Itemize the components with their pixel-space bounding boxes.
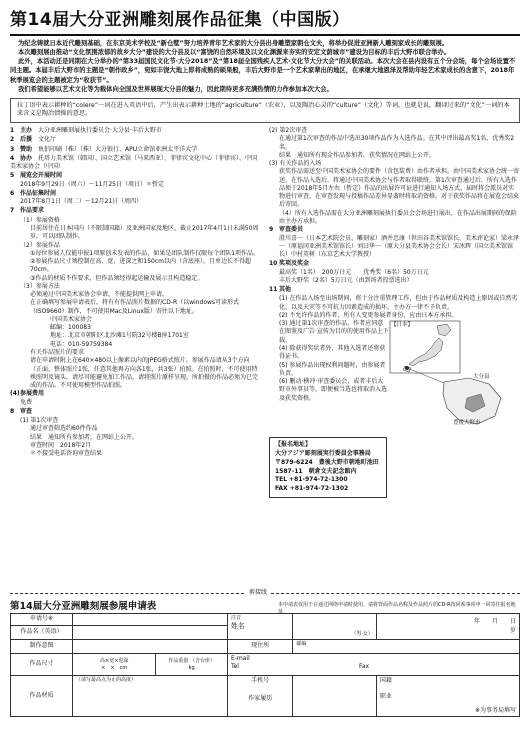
section-number: 1 <box>10 127 15 135</box>
section-call-period <box>10 190 261 207</box>
nation-label: 国籍 <box>379 677 392 684</box>
page-title: 第14届大分亚洲雕刻展作品征集（中国版） <box>10 10 350 30</box>
section-number: 10 <box>269 260 278 268</box>
other-line: (1) 在作品入场至出场期间，将十分注重管理工作，但由于作品材质及构造上原因或自然劣化，以及天灾等不可抗力因素造成的损坏，主办方一律不予负责。 <box>279 295 518 311</box>
make-date-label: 制作意图 <box>11 640 73 654</box>
requirement-line: 目前居住在日本国内（不限制国籍）及亚洲国家及地区，截止2017年4月1日未满50周岁，可以团队制作。 <box>30 225 259 241</box>
other-line: (6) 删动·横冲·审查委员会，或者丰后大野市外事员等，即便被当选也将取消入选及获奖资格。 <box>279 378 388 402</box>
other-line: (3) 通过第1次审查的作品、作者应同意在图鉴及广告·宣传为目的的使用作品上下载。 <box>279 320 389 344</box>
profile-field[interactable] <box>293 676 376 717</box>
review-line: (1) 第1次审查 <box>20 417 59 425</box>
tel-label: Tel <box>230 663 239 671</box>
contact-org: 大分アジア彫刻展実行委員会事務局 <box>275 450 371 458</box>
section-text: 2017年8月1日（周二）～12月21日（周四） <box>20 198 143 206</box>
review2-line: (3) 有关作品的入场 <box>269 160 322 168</box>
section-sponsor <box>10 146 261 154</box>
intro <box>10 39 520 94</box>
day-label: 日 <box>509 618 516 626</box>
address-label: 现住所 <box>227 640 293 654</box>
other-line: (4) 除获得奖状者外，其他入选者还将获得证书。 <box>279 345 386 361</box>
section-number: 4 <box>10 154 15 162</box>
japan-map-icon <box>389 320 514 430</box>
occupation-label: 职业 <box>379 693 392 701</box>
section-head: 审查委员 <box>279 226 304 234</box>
name-field[interactable] <box>293 614 376 640</box>
review-line: 通过审查筛选约60件作品 <box>30 425 98 433</box>
requirement-line: 必须通过中国美术家协会申请，不能提供网上申请。 <box>30 291 169 299</box>
review2-line: （4）所有入选作品需在大分亚洲雕刻展执行委员会会场进行展出，在作品出展期间的保险由主办方承担。 <box>279 209 517 226</box>
section-cooperation <box>10 155 261 172</box>
section-head: 其他 <box>279 286 292 294</box>
section-number: 2 <box>10 136 15 144</box>
section-number: 9 <box>269 226 274 234</box>
section-head: 奖项及奖金 <box>279 260 310 268</box>
review-line: 结果 通知所有参加者，在网站上公开。 <box>30 433 139 441</box>
sex-label: （男·女） <box>351 631 373 638</box>
culture-note: 拉丁语中表示耕种的“colere”一词在进入英语中后，产生出表示耕种土地的“agriculture”（农业），以及陶冶心灵的“culture”（文化）等词。也就是说，翻译过来的“文化”一词的本来含义是陶冶情操的意思。 <box>17 101 510 118</box>
kg-unit: kg <box>188 664 195 671</box>
section-text: 2018年9月29日（周六）～11月25日（周日）＊暂定 <box>20 180 164 188</box>
age-label: 岁 <box>509 626 516 634</box>
section-head: 赞助 <box>20 145 33 153</box>
contact-box <box>269 437 387 497</box>
requirement-line: 在正确填写参展申请表后，将有有作品照片数据的CD-R（以windows可读形式（ISO9660）制作，不可使用Mac及Linux版）寄往以下地址。 <box>30 299 240 315</box>
title-rule <box>10 34 520 36</box>
culture-note-box <box>10 98 520 123</box>
section-number: 5 <box>10 172 15 180</box>
section-fee <box>10 390 261 407</box>
fax-label: Fax <box>358 663 370 671</box>
section-number: 3 <box>10 145 15 153</box>
mail-address <box>10 316 261 349</box>
application-form <box>10 613 520 717</box>
review2-line: 在通过第1次审查的作品中选出30项作品作为入选作品。在其中评出最高奖1名、优秀奖2名。 <box>279 135 515 151</box>
phonetic-label: 注音 <box>230 615 241 621</box>
section-number: 8 <box>10 407 15 415</box>
postcode-label: 邮编 <box>296 641 307 647</box>
section-support <box>10 136 261 144</box>
size-label: 作品尺寸 <box>11 654 73 676</box>
review-line: 审查时间 2018年2月 <box>30 441 92 449</box>
contact-fax: FAX +81-974-72-1302 <box>275 484 349 492</box>
intro-paragraph: 本次雕刻展由推动“文化氛围浓郁的故乡大分”建设的大分县及以“富饶的自然环境及以文化渊源来夯实的安定文荫城市”建设为目标的丰后大野市联合举办。 <box>18 49 451 57</box>
review-line: ＊不接受电话咨询审查结果 <box>30 450 103 458</box>
section-number: 11 <box>269 286 278 294</box>
prize-line: 最高奖（1名） 200万日元 优秀奖（6名）50万日元 <box>279 268 429 276</box>
address-field[interactable] <box>293 640 520 654</box>
intro-paragraph: 我们希望能够以艺术文化等为载体向全国及世界展现大分县的魅力，因此期待更多充满热情的力作参加本次大会。 <box>18 85 333 93</box>
apply-no-label: 申请号※ <box>11 614 73 626</box>
intro-paragraph: 此外，本活动还是同期在大分举办的“第33届国民文化节·大分2018”及“第18届全国残疾人艺术·文化节大分大会”的关联活动。本次大会在县内设有五个分会场，每个会场设置不同主题。本届丰后大野市的主题是“朝作政乡”，宛如丰饶大地上即将成熟的硕果般，丰后大野市是一个艺术家辈出的地区，在承继大地恩泽及帮助年轻艺术家成长的含意下，2018年秋季展览会的主题被定为“收获节”。 <box>10 58 516 84</box>
other-line: (2) 不允许作品的作者、所有人变更参展者身份，应由日本方承担。 <box>279 311 458 319</box>
material-field[interactable] <box>72 676 227 717</box>
cut-line-label: 剪接线 <box>245 589 271 597</box>
section-head: 审查 <box>20 407 33 415</box>
section-text: 文化厅 <box>38 136 57 144</box>
jury-text: 澄川喜一（日本艺术院会员、雕刻家）酒井忠康（世田谷美术馆馆长、美术评论家）梁永泽一（原福冈亚洲美术馆馆长）刘曰华一（原大分县美术协会会长）宋冰辉（国立美术馆馆长）中村英树（东京艺术大学教授） <box>279 234 520 259</box>
contact-fields[interactable] <box>227 654 519 676</box>
left-column <box>10 127 261 498</box>
contact-head: 【报名地址】 <box>275 441 312 449</box>
mobile-label: 手机号 <box>251 677 270 684</box>
mail-address-line: 地址：北京市朝阳区北沙滩1号院32号楼B座1701室 <box>50 332 189 340</box>
requirement-line: ③作品的材质不作要求，但作品须经得起运输及展示且构造稳定。 <box>30 274 204 282</box>
year-label: 年 <box>473 618 480 626</box>
form-title: 第14届大分亚洲雕刻展参展申请表 <box>10 601 157 612</box>
prize-line: 丰后大野奖（2名）5万日元（由到场者投票选出） <box>279 276 413 284</box>
photo-requirement-text: 请在申请时附上在640×480以上像素以内的JPEG格式照片。参展作品请从3个方向（正面、整体照片1张，任意其他再方向各1张，共3张）拍照。在拍照时，不可使用特殊照明及镜头，请尽可能避免加工作品，请将照片原样呈现。所拍摄的作品必须为已完成的作品。不可使用模型作品拍照。 <box>30 357 259 390</box>
section-requirements <box>10 207 261 215</box>
email-label: E-mail <box>230 655 250 662</box>
month-label: 月 <box>491 618 498 626</box>
map-label-bungo: 豊後大野市 <box>453 420 481 427</box>
section-number: 6 <box>10 189 15 197</box>
weight-label: 作品重量 <box>168 657 189 664</box>
contact-address: 1587-11 朝倉文夫記念館内 <box>275 467 357 475</box>
page <box>10 8 520 742</box>
requirement-line: （3）参展方法 <box>20 282 60 290</box>
other-and-map <box>269 320 520 433</box>
section-text: 鱼侣印刷（株）（株）大分银行、APU立命馆亚洲太平洋大学 <box>38 145 198 153</box>
section-text: 托塔力美术馆（韩国）、国立艺术馆（马来西亚）、菲律宾文化中心（菲律宾）、中国美术家协会（中国） <box>10 154 258 171</box>
apply-no-field[interactable] <box>72 614 227 626</box>
review2-line: 获奖作品需送至中国美术家协会的要件（含包装费）由作者承担。由中国美术家协会统一寄送。在作品入选后，将通过中国美术协会与作者取得联络。第1次审查通过后，所有入选作品须于2018年5月左右（暂定）作品的出展许可证进行通知入场方式。届时将会派员对实物进行审查，在审查发现与投稿作品差异显著时将取消资格。对于获奖作品将在展览会结束后寄回。 <box>279 168 520 209</box>
section-prizes <box>269 260 520 285</box>
section-exhibition-period <box>10 172 261 189</box>
review2-line: 结果 通知所有现金作品参加者，获奖情况在网站上公开。 <box>279 151 436 159</box>
section-jury <box>269 226 520 259</box>
make-date-field[interactable] <box>72 640 227 654</box>
section-text: 免费 <box>20 398 33 406</box>
review2-line: (2) 第2次审查 <box>269 127 308 135</box>
mail-address-line: 电话：010-59759384 <box>50 340 113 348</box>
mail-address-line: 邮编：100083 <box>50 324 91 332</box>
right-column <box>269 127 520 498</box>
section-head: 参展费用 <box>20 390 45 398</box>
photo-requirement-head: 有关作品照片的要求 <box>30 349 85 356</box>
contact-zip: 〒879-6224 豊後大野市朝地町池田 <box>275 458 379 466</box>
requirement-line: ②参展作品尺寸须控制在高、宽、进深之和150cm以内（含底座），且单边长不得超70cm。 <box>30 258 251 274</box>
map-area <box>389 320 520 433</box>
size-field[interactable] <box>72 654 155 676</box>
office-note: ※为事务局填写 <box>474 707 516 715</box>
weight-field[interactable] <box>156 654 228 676</box>
section-head: 协办 <box>20 154 33 162</box>
times-sign: × <box>110 664 115 671</box>
intro-paragraph: 为纪念铸就日本近代雕刻基础，在东京美术学校及“新仓墅”努力培养青年艺术家的大分县出身雕塑家朝仓文夫，将举办促进亚洲新人雕刻家成长的雕刻展。 <box>18 40 449 47</box>
section-other <box>269 286 520 294</box>
profile-label: 作家履历 <box>248 695 273 703</box>
section-head: 后援 <box>20 136 33 144</box>
map-label-oita: 大分县 <box>473 374 490 381</box>
size-hint: 高×宽×进深 <box>100 657 129 664</box>
name-label: 姓名 <box>230 621 245 630</box>
other-line: (5) 参展作品出现权利问题时，由参展者负责。 <box>279 361 386 377</box>
section-head: 展览会开展时间 <box>20 172 63 180</box>
mail-address-line: 中国美术家协会 <box>50 315 93 323</box>
work-name-field[interactable] <box>72 626 227 640</box>
cm-unit: cm <box>119 664 128 671</box>
section-number: (4) <box>10 390 20 398</box>
body-columns <box>10 127 520 498</box>
requirement-line: （2）参展作品 <box>20 241 60 249</box>
requirement-line: ①每位参展人仅能申报1项原创未发表的作品，如果是团队制作仅限每个团队1项作品。 <box>30 249 260 257</box>
section-head: 作品要求 <box>20 207 45 215</box>
cut-line <box>10 589 520 596</box>
contact-tel: TEL +81-974-72-1300 <box>275 476 348 484</box>
other-narrow <box>269 320 389 433</box>
section-head: 作品征集时间 <box>20 189 57 197</box>
work-name-label: 作品名（英语） <box>11 626 73 640</box>
weight-unit-note: （含台座） <box>189 657 215 664</box>
times-sign: × <box>101 664 106 671</box>
section-text: 大分亚洲雕刻展执行委员会·大分县·丰后大野市 <box>38 127 162 135</box>
birth-date-field[interactable] <box>376 614 519 640</box>
section-organizer <box>10 127 261 135</box>
section-head: 主办 <box>20 127 33 135</box>
section-number: 7 <box>10 207 15 215</box>
section-review <box>10 408 261 416</box>
requirement-line: （1）参展资格 <box>20 216 60 224</box>
material-label: 作品材质 <box>11 676 73 717</box>
form-note: 本申请表仅用于在通过网络申请时使用。请将背面作品名称及作品照片的CD-R按同系事项申一同寄往报名地址。 <box>278 602 516 615</box>
map-label-japan: 【日本】 <box>391 322 414 329</box>
size-note: （请写最高点为止的高度） <box>75 677 136 683</box>
